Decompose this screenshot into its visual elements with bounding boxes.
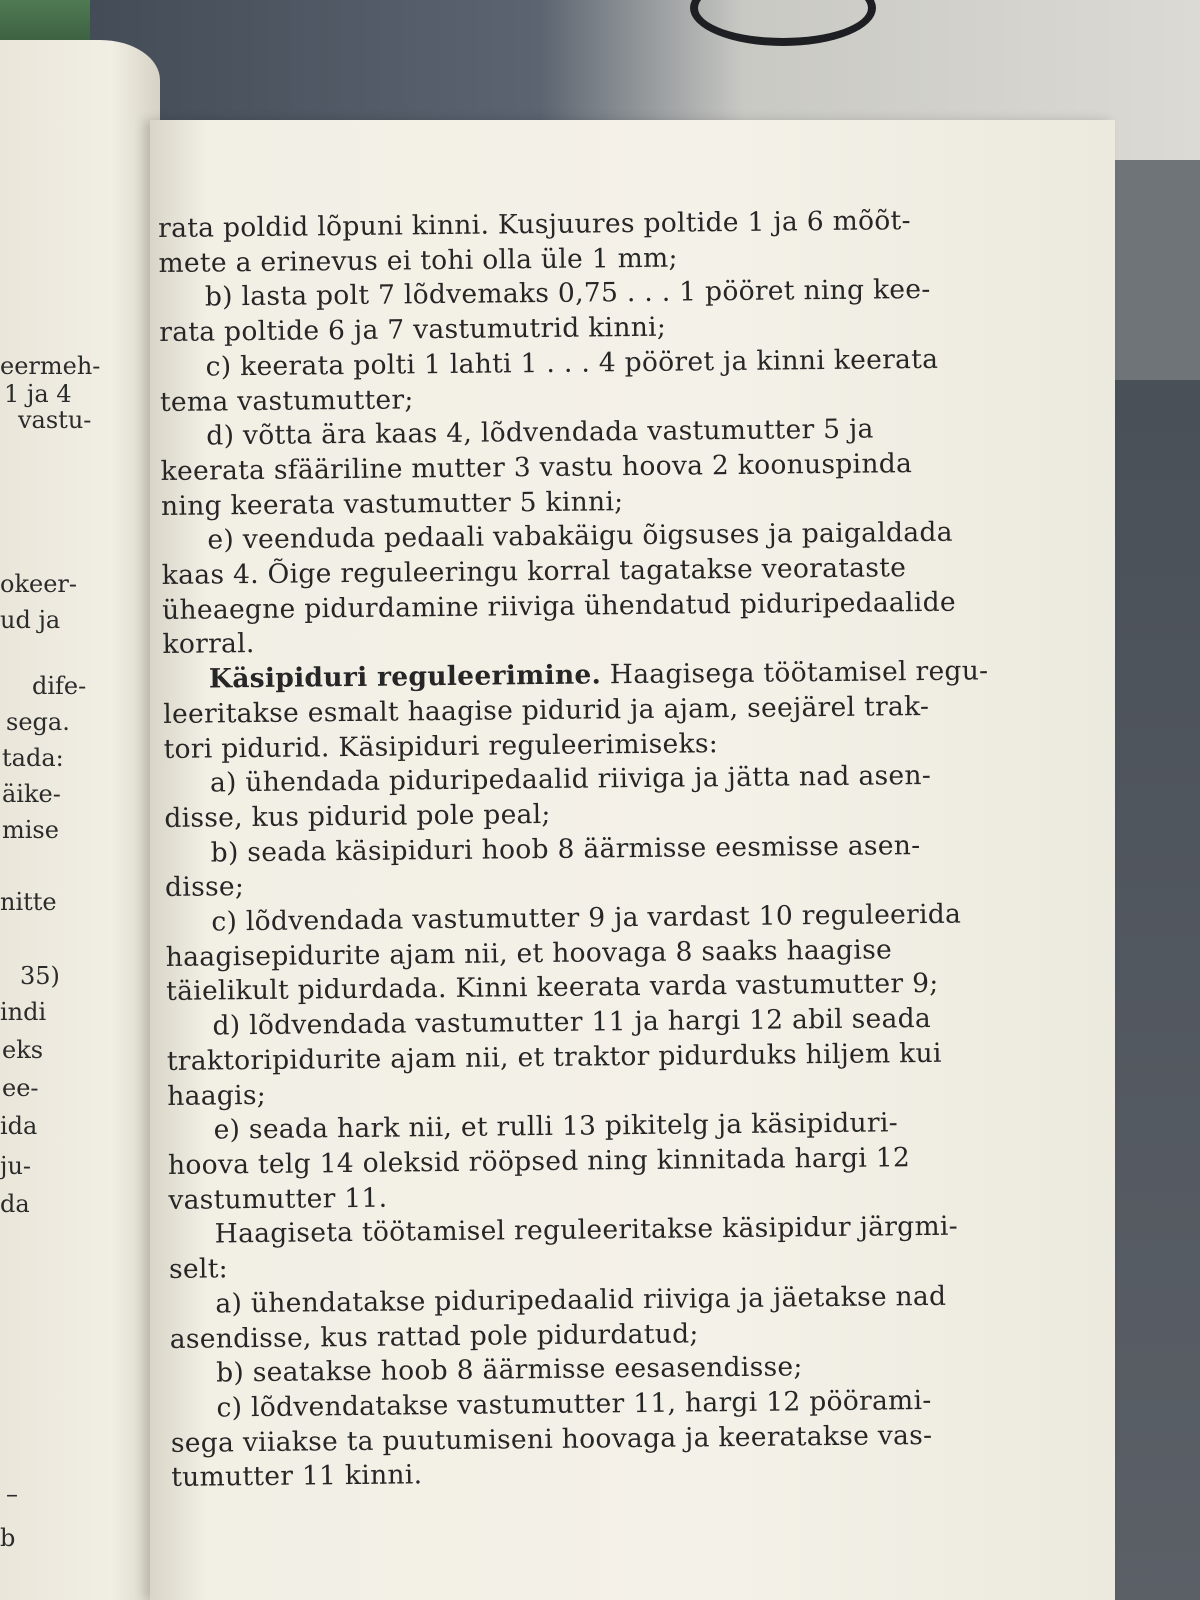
text-line: c) lõdvendatakse vastumutter 11, hargi 12 pöörami- xyxy=(216,1384,932,1424)
text-line: d) lõdvendada vastumutter 11 ja hargi 12 abil seada xyxy=(212,1003,932,1042)
left-page-fragment: ju- xyxy=(0,1152,32,1180)
text-line: hoova telg 14 oleksid rööpsed ning kinnitada hargi 12 xyxy=(167,1142,911,1181)
text-line: rata poltide 6 ja 7 vastumutrid kinni; xyxy=(159,311,667,349)
left-page-fragment: ee- xyxy=(2,1074,39,1102)
text-line: üheaegne pidurdamine riiviga ühendatud piduripedaalide xyxy=(162,586,957,626)
section-heading: Käsipiduri reguleerimine. xyxy=(208,659,602,695)
text-line: asendisse, kus rattad pole pidurdatud; xyxy=(169,1317,699,1355)
text-line: täielikult pidurdada. Kinni keerata varda vastumutter 9; xyxy=(166,968,939,1008)
text-line: c) keerata polti 1 lahti 1 . . . 4 pööret ja kinni keerata xyxy=(205,343,939,383)
left-page-fragment: okeer- xyxy=(0,570,77,598)
text-line: Haagiseta töötamisel reguleeritakse käsipidur järgmi- xyxy=(214,1211,959,1250)
text-line: c) lõdvendada vastumutter 9 ja vardast 10 reguleerida xyxy=(211,898,962,938)
left-page-fragment: ud ja xyxy=(0,606,61,634)
left-page-fragment: 35) xyxy=(20,962,60,990)
left-page-fragment: vastu- xyxy=(18,406,92,434)
text-line: a) ühendatakse piduripedaalid riiviga ja jäetakse nad xyxy=(215,1280,947,1320)
text-line: b) seatakse hoob 8 äärmisse eesasendisse; xyxy=(216,1351,803,1389)
left-page-fragment: ida xyxy=(0,1112,38,1140)
left-page xyxy=(0,40,160,1600)
text-line: a) ühendada piduripedaalid riiviga ja jätta nad asen- xyxy=(209,760,932,799)
left-page-fragment: mise xyxy=(2,816,59,844)
left-page-fragment: tada: xyxy=(2,744,64,772)
text-line: d) võtta ära kaas 4, lõdvendada vastumutter 5 ja xyxy=(206,413,874,452)
left-page-fragment: eks xyxy=(2,1036,44,1064)
text-line: disse; xyxy=(164,871,245,904)
text-line: e) seada hark nii, et rulli 13 pikitelg ja käsipiduri- xyxy=(213,1107,899,1146)
text-line: traktoripidurite ajam nii, et traktor pidurduks hiljem kui xyxy=(166,1037,942,1077)
left-page-fragment: nitte xyxy=(0,888,57,916)
text-line: leeritakse esmalt haagise pidurid ja ajam, seejärel trak- xyxy=(163,690,930,730)
desk-edge xyxy=(1110,380,1200,1600)
left-page-fragment: dife- xyxy=(32,672,87,700)
text-line: haagis; xyxy=(167,1079,267,1112)
text-line: vastumutter 11. xyxy=(168,1182,388,1216)
text-line: tumutter 11 kinni. xyxy=(171,1459,423,1494)
left-page-fragment: – xyxy=(6,1480,18,1508)
left-page-fragment: äike- xyxy=(2,780,61,808)
text-line: mete a erinevus ei tohi olla üle 1 mm; xyxy=(158,242,678,279)
text-line: disse, kus pidurid pole peal; xyxy=(164,798,551,834)
text-line: selt: xyxy=(168,1253,229,1286)
left-page-fragment: 1 ja 4 xyxy=(4,380,72,408)
text-line: b) seada käsipiduri hoob 8 äärmisse eesmisse asen- xyxy=(210,829,921,869)
text-line: kaas 4. Õige reguleeringu korral tagatakse veorataste xyxy=(161,552,907,592)
left-page-fragment: indi xyxy=(0,998,47,1026)
text-line: ning keerata vastumutter 5 kinni; xyxy=(160,485,624,522)
text-line: haagisepidurite ajam nii, et hoovaga 8 saaks haagise xyxy=(165,934,893,973)
text-line: keerata sfääriline mutter 3 vastu hoova 2 koonuspinda xyxy=(160,448,913,487)
left-page-fragment: sega. xyxy=(6,708,70,736)
left-page-fragment: eermeh- xyxy=(0,352,101,380)
text-line: tori pidurid. Käsipiduri reguleerimiseks: xyxy=(163,727,719,765)
text-line: tema vastumutter; xyxy=(159,383,414,418)
left-page-fragment: da xyxy=(0,1190,30,1218)
text-line: rata poldid lõpuni kinni. Kusjuures poltide 1 ja 6 mõõt- xyxy=(158,205,911,244)
page-text xyxy=(158,202,1106,1496)
text-line: b) lasta polt 7 lõdvemaks 0,75 . . . 1 pööret ning kee- xyxy=(204,274,931,313)
text-line: Haagisega töötamisel regu- xyxy=(600,655,989,691)
text-line: korral. xyxy=(162,628,255,661)
left-page-fragment: b xyxy=(0,1524,16,1552)
text-line: e) veenduda pedaali vabakäigu õigsuses ja paigaldada xyxy=(207,517,953,556)
text-line: sega viiakse ta puutumiseni hoovaga ja keeratakse vas- xyxy=(170,1419,933,1459)
